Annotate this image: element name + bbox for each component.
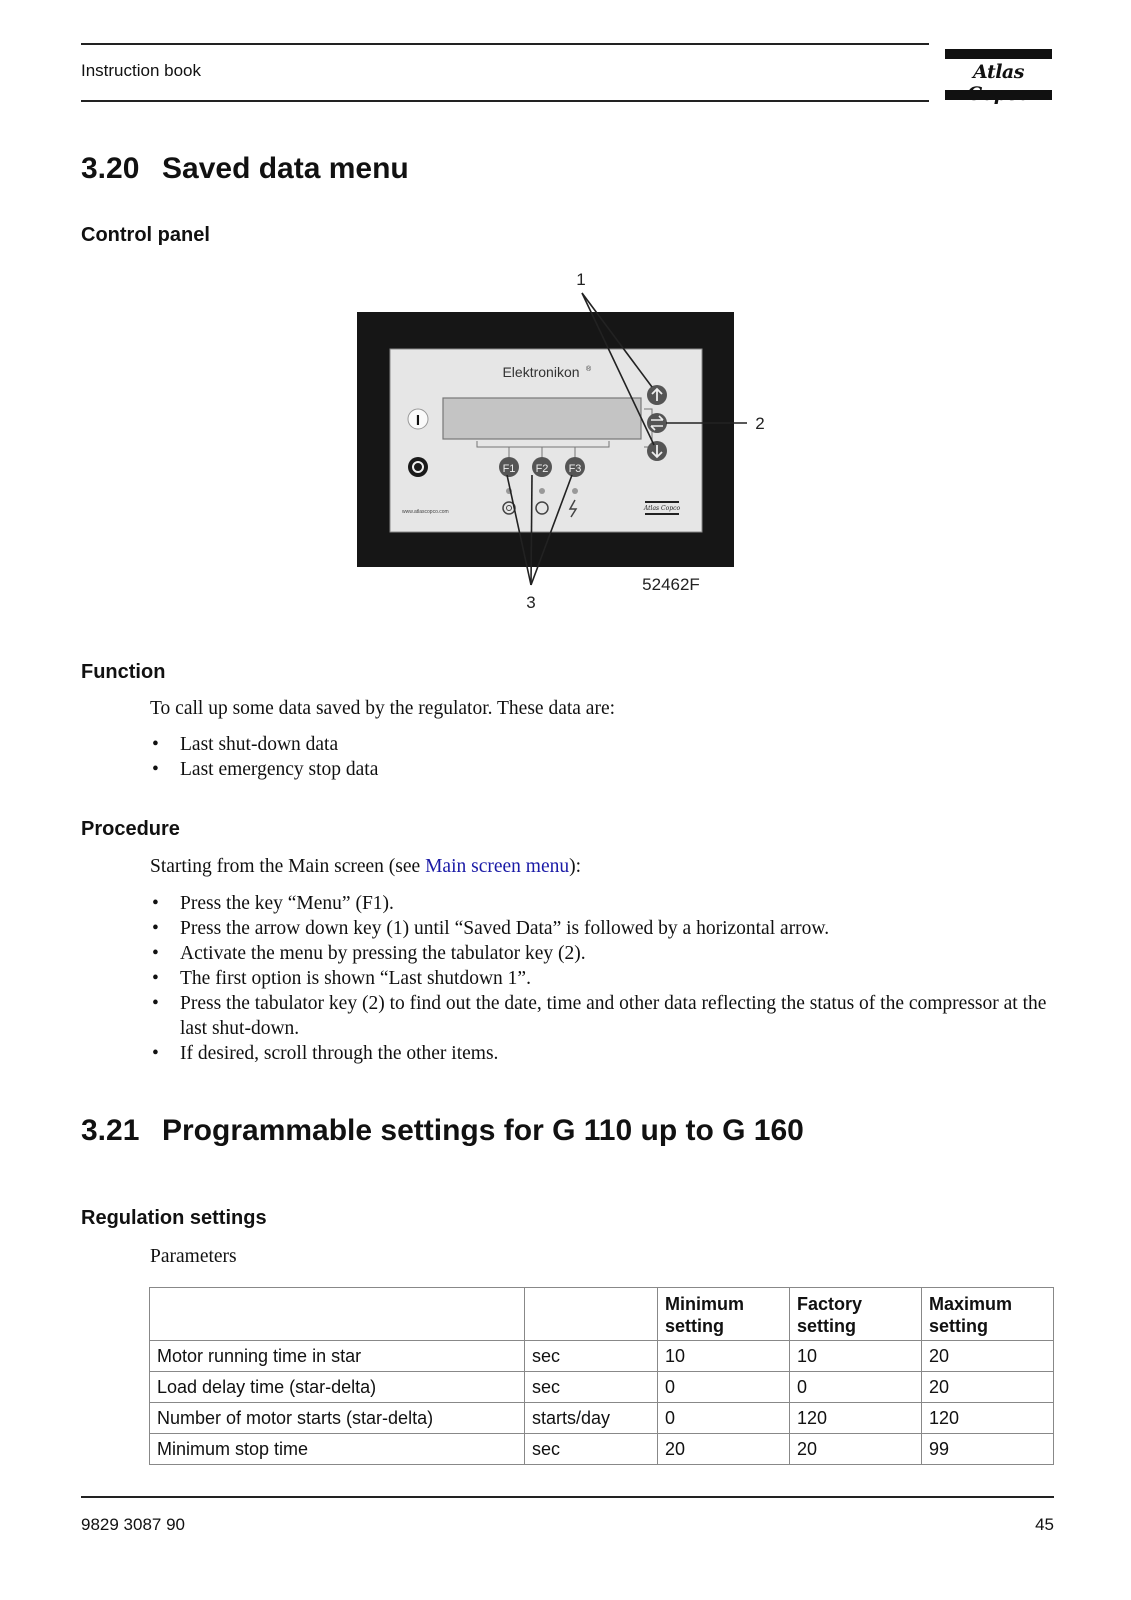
lcd-display [443,398,641,439]
table-cell: 10 [790,1341,922,1372]
table-header-cell: Minimum setting [658,1288,790,1341]
section-title-text: Programmable settings for G 110 up to G 160 [162,1114,804,1147]
table-cell: Minimum stop time [150,1434,525,1465]
parameters-label: Parameters [150,1246,237,1267]
website-text: www.atlascopco.com [402,509,449,515]
procedure-intro-pre: Starting from the Main screen (see [150,856,426,877]
section-title-text: Saved data menu [162,152,409,185]
table-header-cell [525,1288,658,1341]
table-header-cell: Maximum setting [922,1288,1054,1341]
panel-logo-bar-top [645,501,679,503]
table-row [150,1372,1054,1403]
logo-bar-bottom [945,90,1052,100]
regulation-settings-heading: Regulation settings [81,1207,267,1229]
procedure-heading: Procedure [81,818,180,840]
list-item: • Press the arrow down key (1) until “Saved Data” is followed by a horizontal arrow. [150,916,1060,941]
start-button-label: I [415,412,421,429]
table-cell: 20 [790,1434,922,1465]
table-cell: 120 [922,1403,1054,1434]
procedure-list [150,891,1060,1066]
function-text: To call up some data saved by the regulator. These data are: [150,698,616,719]
section-320-title [81,152,409,186]
table-cell: Load delay time (star-delta) [150,1372,525,1403]
table-cell: 0 [658,1372,790,1403]
table-row [150,1341,1054,1372]
f1-key-label: F1 [502,463,516,475]
page-number: 45 [1035,1515,1054,1534]
panel-logo-bar-bottom [645,513,679,515]
table-cell: 20 [922,1372,1054,1403]
callout-1: 1 [576,270,586,289]
panel-logo-text: Atlas Copco [643,505,681,512]
footer-rule [81,1496,1054,1498]
led-3 [572,488,578,494]
section-number: 3.20 [81,152,140,185]
main-screen-menu-link[interactable]: Main screen menu [425,856,570,877]
table-header-cell: Factory setting [790,1288,922,1341]
list-item: • The first option is shown “Last shutdown 1”. [150,966,1060,991]
doc-number: 9829 3087 90 [81,1515,185,1534]
table-cell: 0 [790,1372,922,1403]
table-cell: 10 [658,1341,790,1372]
table-cell: Motor running time in star [150,1341,525,1372]
table-cell: 0 [658,1403,790,1434]
table-cell: 120 [790,1403,922,1434]
control-panel-heading: Control panel [81,224,210,246]
header-title: Instruction book [81,61,202,80]
table-cell: sec [525,1434,658,1465]
atlas-copco-logo: Atlas [973,61,1024,83]
callout-3-line-b [531,475,532,585]
section-number: 3.21 [81,1114,140,1147]
tabulator-key[interactable] [647,413,667,433]
function-heading: Function [81,661,166,683]
stop-button[interactable] [408,457,428,477]
brand-mark: ® [586,366,592,373]
callout-2: 2 [755,414,765,433]
table-cell: Number of motor starts (star-delta) [150,1403,525,1434]
figure-id: 52462F [642,575,700,594]
procedure-intro-post: ): [569,856,582,877]
table-cell: 99 [922,1434,1054,1465]
parameters-table [149,1287,1054,1465]
procedure-intro [150,854,581,879]
function-list [150,732,1060,782]
table-row [150,1434,1054,1465]
table-cell: sec [525,1341,658,1372]
section-321-title [81,1114,804,1148]
list-item: • Last emergency stop data [150,757,1060,782]
header-top-rule [81,43,929,45]
list-item: • Press the tabulator key (2) to find out the date, time and other data reflecting the status of the compressor at the last shut-down. [150,991,1060,1041]
table-header-row [150,1288,1054,1341]
list-item: • Press the key “Menu” (F1). [150,891,1060,916]
table-cell: sec [525,1372,658,1403]
control-panel-figure [350,265,780,610]
table-row [150,1403,1054,1434]
callout-3: 3 [526,593,536,610]
table-cell: 20 [658,1434,790,1465]
control-panel-illustration [350,265,780,610]
list-item: • If desired, scroll through the other items. [150,1041,1060,1066]
table-cell: starts/day [525,1403,658,1434]
list-item: • Last shut-down data [150,732,1060,757]
table-cell: 20 [922,1341,1054,1372]
header-bottom-rule [81,100,929,102]
f2-key-label: F2 [535,463,549,475]
list-item: • Activate the menu by pressing the tabulator key (2). [150,941,1060,966]
led-2 [539,488,545,494]
table-header-cell [150,1288,525,1341]
f3-key-label: F3 [568,463,582,475]
logo-bar-top [945,49,1052,59]
brand-text: Elektronikon [502,364,580,380]
